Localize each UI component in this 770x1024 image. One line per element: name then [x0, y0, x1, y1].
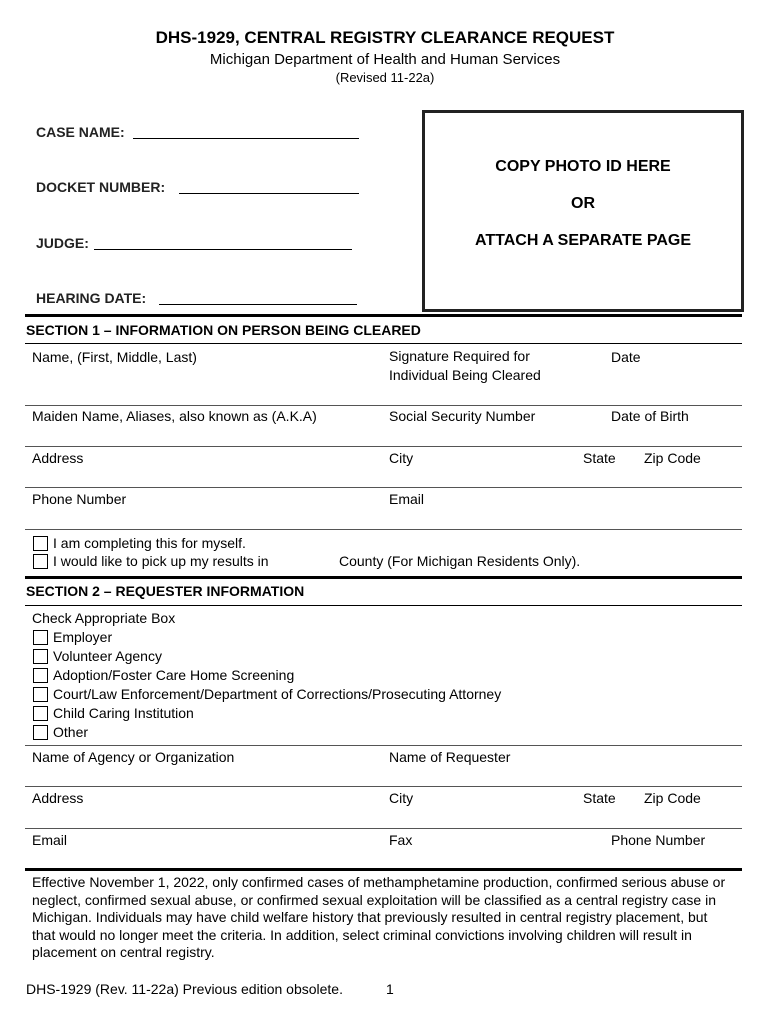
row-rule [25, 529, 742, 530]
pickup-results-label: I would like to pick up my results in [53, 553, 269, 569]
agency-name-label: Name of Agency or Organization [32, 749, 235, 765]
dob-label: Date of Birth [611, 408, 689, 424]
ssn-label: Social Security Number [389, 408, 536, 424]
row-rule [25, 786, 742, 787]
zip-code-label: Zip Code [644, 450, 701, 466]
state-label: State [583, 450, 616, 466]
photo-id-box [422, 110, 744, 312]
section2-title: SECTION 2 – REQUESTER INFORMATION [26, 583, 305, 599]
row-rule [25, 828, 742, 829]
requester-city-label: City [389, 790, 414, 806]
requester-zip-label: Zip Code [644, 790, 701, 806]
adoption-foster-label: Adoption/Foster Care Home Screening [53, 667, 295, 683]
requester-email-label: Email [32, 832, 68, 848]
revision-label: (Revised 11-22a) [335, 70, 435, 85]
photo-id-line1: COPY PHOTO ID HERE [495, 158, 671, 175]
city-label: City [389, 450, 414, 466]
judge-field[interactable] [94, 249, 352, 250]
form-title: DHS-1929, CENTRAL REGISTRY CLEARANCE REQUEST [155, 28, 615, 47]
volunteer-agency-checkbox[interactable] [33, 649, 48, 664]
requester-phone-label: Phone Number [611, 832, 706, 848]
requester-name-label: Name of Requester [389, 749, 511, 765]
hearing-date-label: HEARING DATE: [36, 290, 147, 306]
volunteer-agency-label: Volunteer Agency [53, 648, 162, 664]
other-label: Other [53, 724, 89, 740]
case-name-label: CASE NAME: [36, 124, 125, 140]
row-rule [25, 405, 742, 406]
row-rule [25, 487, 742, 488]
section1-title: SECTION 1 – INFORMATION ON PERSON BEING CLEARED [26, 322, 421, 338]
photo-id-line3: ATTACH A SEPARATE PAGE [475, 232, 691, 249]
row-rule [25, 745, 742, 746]
docket-number-label: DOCKET NUMBER: [36, 179, 166, 195]
department-name: Michigan Department of Health and Human Services [209, 51, 561, 68]
child-caring-checkbox[interactable] [33, 706, 48, 721]
pickup-results-checkbox[interactable] [33, 554, 48, 569]
docket-number-field[interactable] [179, 193, 359, 194]
section1-top-rule [25, 314, 742, 317]
section2-title-rule [25, 605, 742, 606]
section1-title-rule [25, 343, 742, 344]
address-label: Address [32, 450, 84, 466]
hearing-date-field[interactable] [159, 304, 357, 305]
county-note: County (For Michigan Residents Only). [339, 553, 581, 569]
court-law-checkbox[interactable] [33, 687, 48, 702]
section2-top-rule [25, 576, 742, 579]
name-label: Name, (First, Middle, Last) [32, 349, 197, 365]
judge-label: JUDGE: [36, 235, 89, 251]
adoption-foster-checkbox[interactable] [33, 668, 48, 683]
photo-id-line2: OR [571, 195, 595, 212]
other-checkbox[interactable] [33, 725, 48, 740]
signature-label-line2: Individual Being Cleared [389, 367, 541, 383]
maiden-name-label: Maiden Name, Aliases, also known as (A.K.A) [32, 408, 317, 424]
date-label: Date [611, 349, 641, 365]
row-rule [25, 446, 742, 447]
requester-address-label: Address [32, 790, 84, 806]
employer-checkbox[interactable] [33, 630, 48, 645]
employer-label: Employer [53, 629, 113, 645]
phone-number-label: Phone Number [32, 491, 127, 507]
myself-checkbox[interactable] [33, 536, 48, 551]
page-number: 1 [386, 981, 394, 997]
requester-fax-label: Fax [389, 832, 413, 848]
case-name-field[interactable] [133, 138, 359, 139]
child-caring-label: Child Caring Institution [53, 705, 194, 721]
court-law-label: Court/Law Enforcement/Department of Corrections/Prosecuting Attorney [53, 686, 502, 702]
central-registry-notice: Effective November 1, 2022, only confirmed cases of methamphetamine production, confirmed serious abuse or neglect, confirmed sexual abuse, or confirmed sexual exploitation will be classified as a central registry case in Michigan. Individuals may have child welfare history that previously resulted in central registry placement, but that would no longer meet the criteria. In addition, select criminal convictions involving children will result in placement on central registry. [32, 874, 726, 960]
check-appropriate-label: Check Appropriate Box [32, 610, 176, 626]
signature-label-line1: Signature Required for [389, 348, 530, 364]
requester-state-label: State [583, 790, 616, 806]
myself-checkbox-label: I am completing this for myself. [53, 535, 246, 551]
footer-text: DHS-1929 (Rev. 11-22a) Previous edition obsolete. [26, 981, 343, 997]
section2-bottom-rule [25, 868, 742, 871]
email-label: Email [389, 491, 425, 507]
